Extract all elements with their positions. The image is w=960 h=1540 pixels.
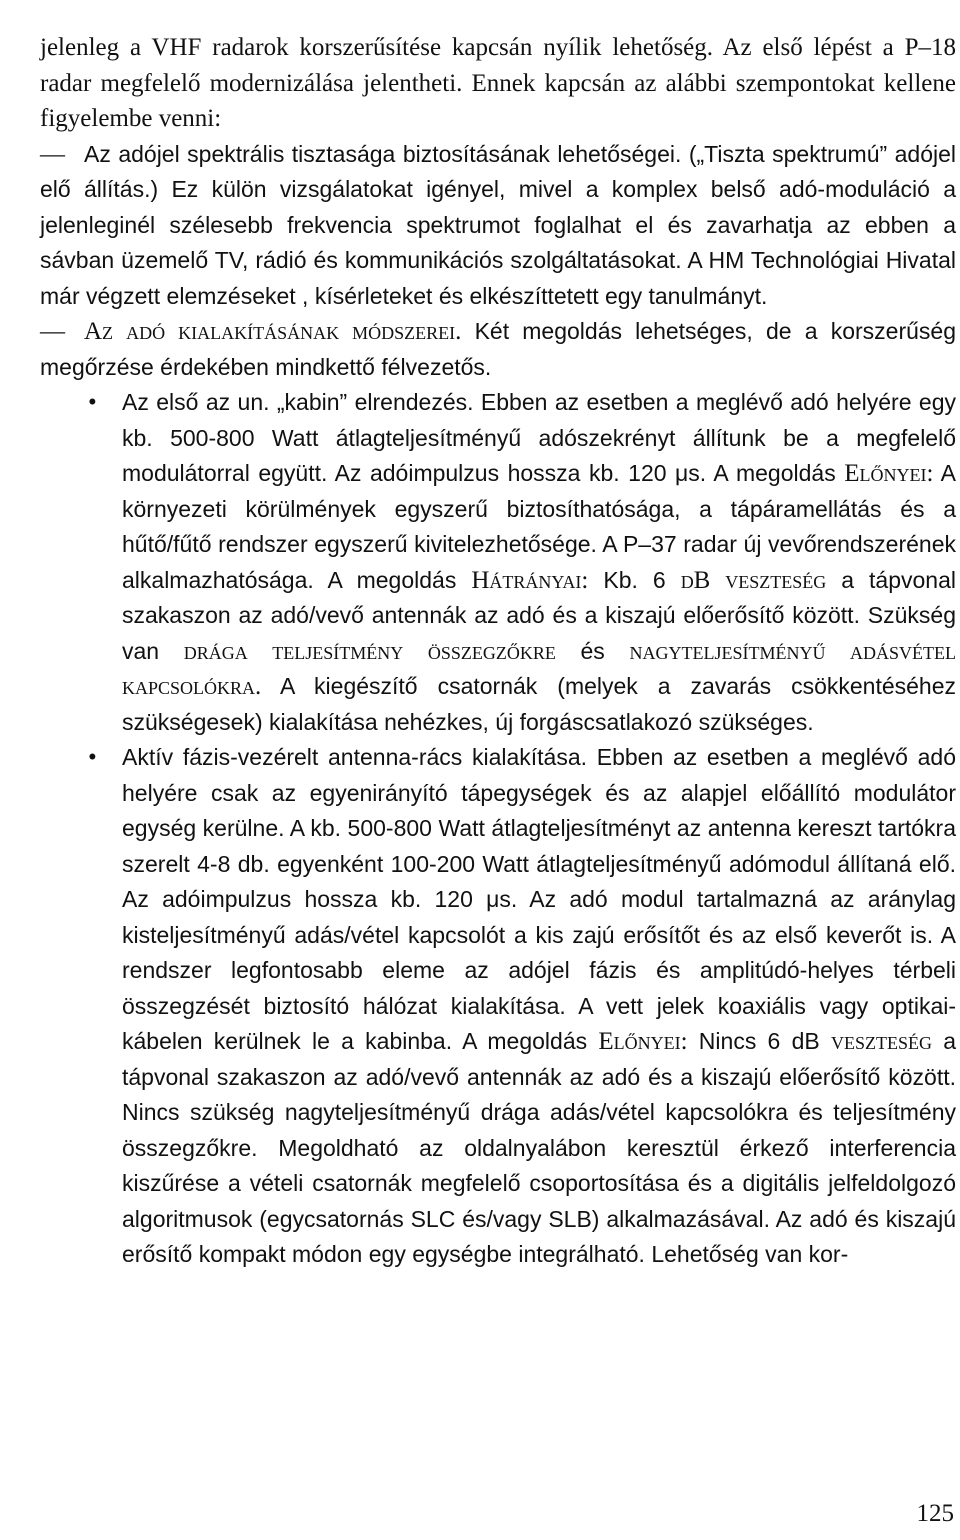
- bullet-marker: •: [88, 389, 97, 416]
- bullet-text: a tápvonal szakaszon az adó/vevő antennák az adó és a kiszajú előerősítő között. Nincs szükség nagyteljesítményű drága adás/vétel kapcsolókra és teljesítmény összegzőkre. Megoldható az oldalnyalábon keresztül érkező interferencia kiszűrése a vételi csatornák megfelelő csoportosítása és a digitális jelfeldolgozó algoritmusok (egycsatornás SLC és/vagy SLB) alkalmazásával. Az adó és kiszajú erősítő kompakt módon egy egységbe integrálható. Lehetőség van kor-: [122, 1028, 956, 1267]
- switch-label: nagyteljesítményű adásvétel kapcsolókra.: [122, 637, 956, 700]
- dash-marker: —: [40, 140, 65, 168]
- dash-item-spectral: [40, 137, 956, 315]
- bullet-item-phased-array: [40, 740, 956, 1273]
- intro-paragraph: jelenleg a VHF radarok korszerűsítése kapcsán nyílik lehetőség. Az első lépést a P–18 radar megfelelő modernizálása jelentheti. Ennek kapcsán az alábbi szempontokat kellene figyelembe venni:: [40, 34, 956, 132]
- advantages-label: Előnyei:: [844, 460, 934, 487]
- bullet-text: Nincs 6 dB: [687, 1028, 831, 1054]
- disadvantages-label: Hátrányai:: [471, 566, 589, 594]
- dash-item-methods: [40, 314, 956, 385]
- bullet-item-cabin: [40, 385, 956, 740]
- bullet-text: A kiegészítő csatornák (melyek a zavarás csökkentéséhez szükségesek) kialakítása nehézkes, új forgáscsatlakozó szükséges.: [122, 673, 956, 735]
- bullet-text: Az első az un. „kabin” elrendezés. Ebben az esetben a meglévő adó helyére egy kb. 500-800 Watt átlagteljesítményű adószekrényt állítunk be a megfelelő modulátorral együtt. Az adóimpulzus hossza kb. 120 μs. A megoldás: [122, 389, 956, 486]
- dash-item-lead: Az adójel spektrális tisztasága biztosításának lehetőségei. („Tiszta spektrumú” adójel elő állítás.): [40, 140, 956, 202]
- bullet-text: Aktív fázis-vezérelt antenna-rács kialakítása. Ebben az esetben a meglévő adó helyére csak az egyenirányító tápegységek és az alapjel előállító modulátor egység kerülne. A kb. 500-800 Watt átlagteljesítményt az antenna kereszt tartókra szerelt 4-8 db. egyenként 100-200 Watt átlagteljesítményű adómodul állítaná elő. Az adóimpulzus hossza kb. 120 μs. Az adó modul tartalmazná az aránylag kisteljesítményű adás/vétel kapcsolót a kis zajú erősítőt és az első keverőt is. A rendszer legfontosabb eleme az adójel fázis és amplitúdó-helyes térbeli összegzését biztosító hálózat kialakítása. A vett jelek koaxiális vagy optikai-kábelen kerülnek le a kabinba. A megoldás: [122, 744, 956, 1054]
- bullet-text: A környezeti körülmények egyszerű biztosíthatósága, a tápáramellátás és a hűtő/fűtő rendszer egyszerű kivitelezhetősége. A P–37 radar új vevőrendszerének alkalmazhatósága. A megoldás: [122, 460, 956, 593]
- bullet-marker: •: [88, 744, 97, 771]
- power-combiner-label: drága teljesítmény összegzőkre: [183, 637, 556, 665]
- bullet-text: a tápvonal szakaszon az adó/vevő antennák az adó és a kiszajú előerősítő között. Szükség van: [122, 566, 957, 664]
- document-page: [40, 30, 956, 1273]
- loss-label: dB veszteség: [680, 566, 827, 594]
- bullet-text: Kb. 6: [588, 566, 681, 593]
- bullet-text: és: [555, 637, 630, 664]
- dash-marker: —: [40, 318, 65, 345]
- loss-label: veszteség: [830, 1028, 932, 1055]
- page-number: 125: [916, 1500, 954, 1527]
- dash-item-text: Két megoldás lehetséges, de a korszerűség megőrzése érdekében mindkettő félvezetős.: [40, 318, 956, 380]
- dash-item-heading: Az adó kialakításának módszerei.: [84, 318, 462, 345]
- dash-item-text: Ez külön vizsgálatokat igényel, mivel a komplex belső adó-moduláció a jelenleginél szélesebb frekvencia spektrumot foglalhat el és zavarhatja az ebben a sávban üzemelő TV, rádió és kommunikációs szolgáltatásokat. A HM Technológiai Hivatal már végzett elemzéseket , kísérleteket és elkészíttetett egy tanulmányt.: [40, 176, 956, 309]
- advantages-label: Előnyei:: [598, 1028, 688, 1055]
